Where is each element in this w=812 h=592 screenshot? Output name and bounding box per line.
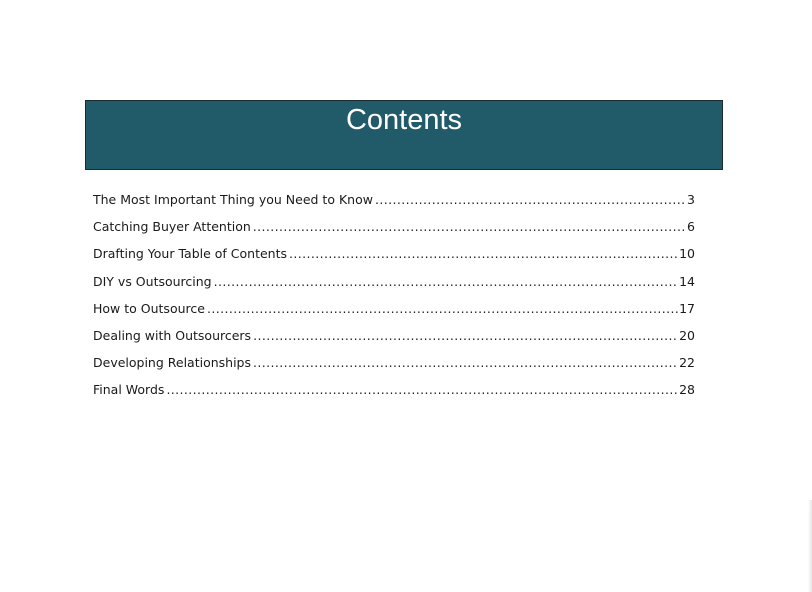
toc-entry[interactable] <box>93 190 695 217</box>
toc-dot-leader <box>207 299 678 319</box>
contents-header-band <box>85 100 723 170</box>
toc-entry-title: Catching Buyer Attention <box>93 219 251 235</box>
toc-page-number: 17 <box>679 300 695 316</box>
toc-entry-title: Drafting Your Table of Contents <box>93 246 288 262</box>
toc-dot-leader <box>253 353 678 373</box>
toc-dot-leader <box>253 217 686 237</box>
toc-entry[interactable] <box>93 299 695 326</box>
toc-dot-leader <box>253 326 678 346</box>
toc-entry-title: Final Words <box>93 382 165 398</box>
toc-entry-title: Dealing with Outsourcers <box>93 327 252 343</box>
toc-page-number: 3 <box>687 192 695 207</box>
toc-entry-title: How to Outsource <box>93 300 205 316</box>
toc-entry[interactable] <box>93 244 695 271</box>
toc-dot-leader <box>214 272 678 292</box>
page-edge-shadow <box>808 500 812 592</box>
toc-entry[interactable] <box>93 326 695 353</box>
toc-dot-leader <box>166 380 678 400</box>
toc-entry[interactable] <box>93 353 695 380</box>
toc-page-number: 22 <box>679 355 695 371</box>
toc-page-number: 10 <box>679 246 695 262</box>
toc-entry-title: DIY vs Outsourcing <box>93 273 212 289</box>
toc-entry-title: Developing Relationships <box>93 355 252 371</box>
toc-page-number: 28 <box>679 382 695 398</box>
toc-page-number: 6 <box>687 219 695 235</box>
page-title: Contents <box>345 104 463 136</box>
toc-entry[interactable] <box>93 272 695 299</box>
table-of-contents <box>93 190 695 408</box>
toc-dot-leader <box>289 244 678 264</box>
toc-entry[interactable] <box>93 217 695 244</box>
toc-entry-title: The Most Important Thing you Need to Know <box>93 192 373 207</box>
toc-dot-leader <box>375 190 686 210</box>
toc-page-number: 20 <box>679 327 695 343</box>
toc-page-number: 14 <box>679 273 695 289</box>
toc-entry[interactable] <box>93 380 695 407</box>
